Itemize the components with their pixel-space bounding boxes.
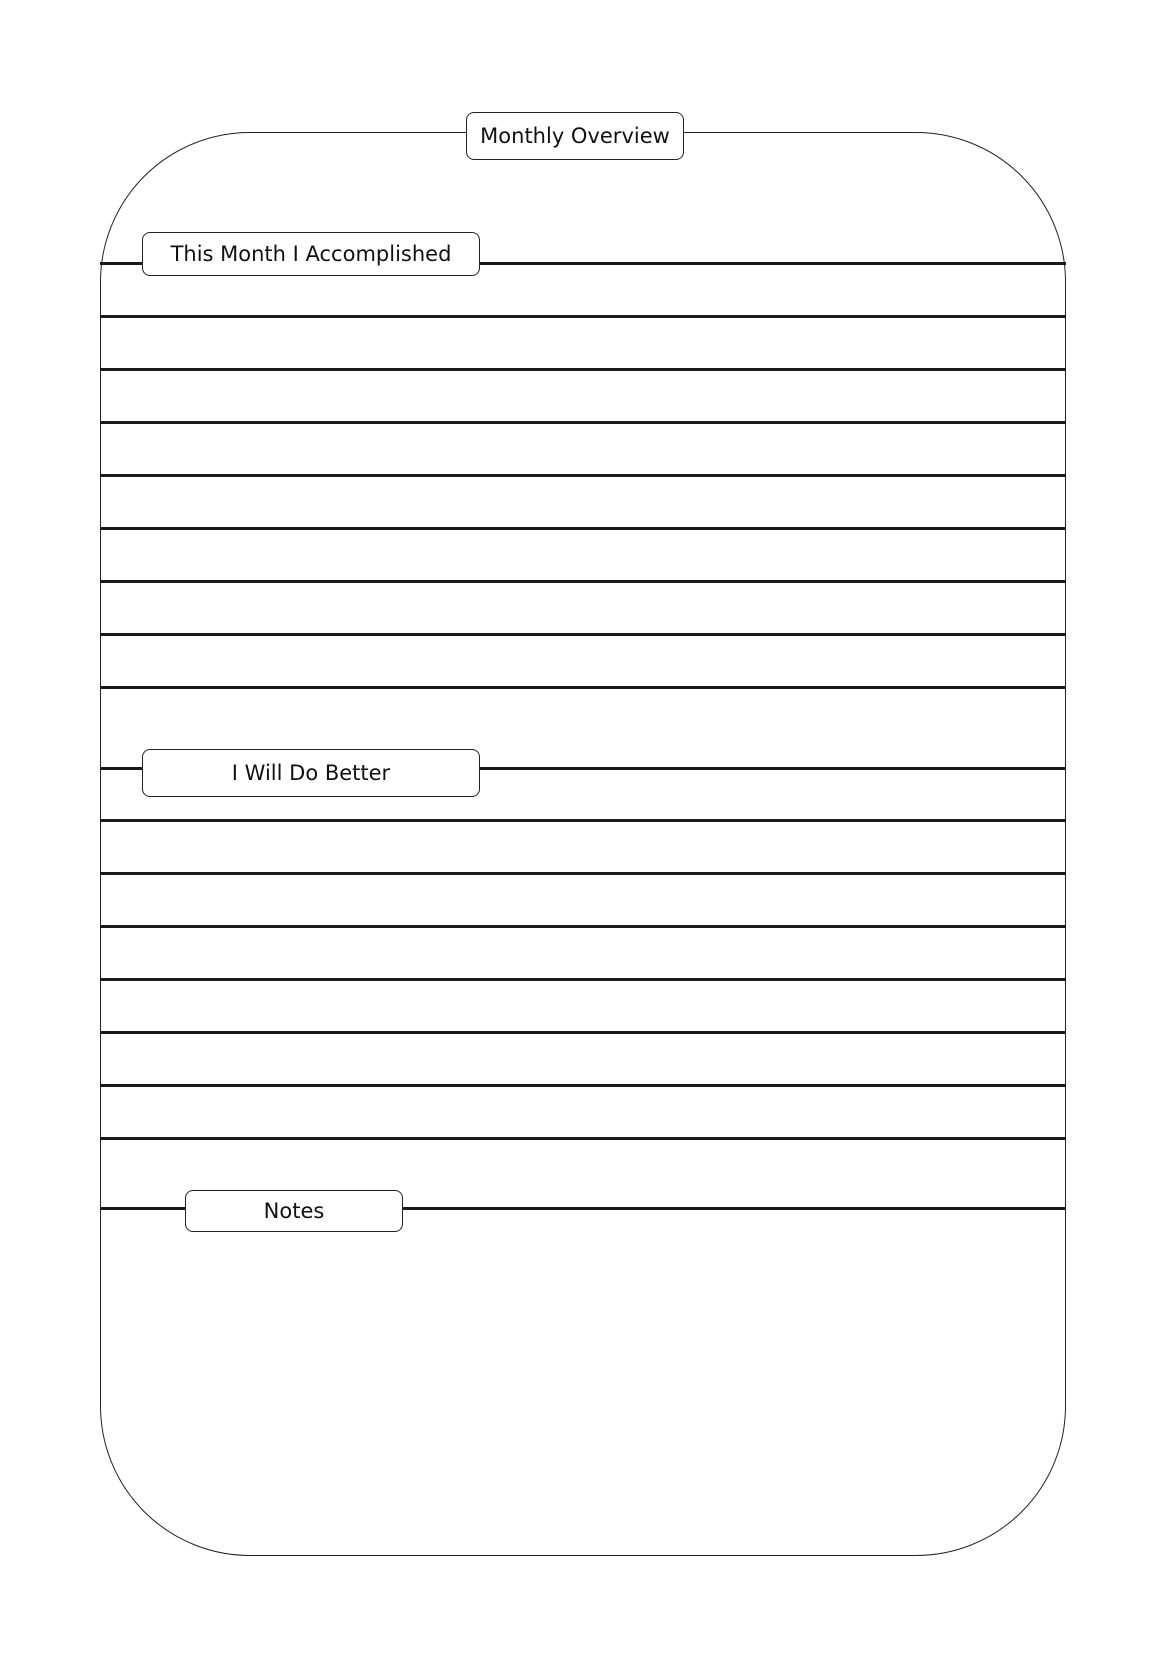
writing-line[interactable] [100, 315, 1066, 318]
writing-line[interactable] [100, 1137, 1066, 1140]
section-label-accomplished [142, 232, 480, 276]
section-label-text: This Month I Accomplished [170, 242, 452, 266]
writing-line[interactable] [100, 925, 1066, 928]
section-label-notes [185, 1190, 403, 1232]
writing-line[interactable] [100, 368, 1066, 371]
writing-line[interactable] [100, 978, 1066, 981]
writing-line[interactable] [100, 872, 1066, 875]
writing-line[interactable] [100, 633, 1066, 636]
writing-line[interactable] [100, 819, 1066, 822]
page-title-text: Monthly Overview [480, 124, 670, 148]
writing-line[interactable] [100, 421, 1066, 424]
section-label-better [142, 749, 480, 797]
writing-line[interactable] [100, 474, 1066, 477]
page-title [466, 112, 684, 160]
section-label-text: I Will Do Better [231, 761, 391, 785]
writing-line[interactable] [100, 580, 1066, 583]
writing-line[interactable] [100, 527, 1066, 530]
writing-line[interactable] [100, 1084, 1066, 1087]
section-label-text: Notes [263, 1199, 325, 1223]
page-frame [100, 132, 1066, 1556]
writing-line[interactable] [100, 1031, 1066, 1034]
writing-line[interactable] [100, 686, 1066, 689]
